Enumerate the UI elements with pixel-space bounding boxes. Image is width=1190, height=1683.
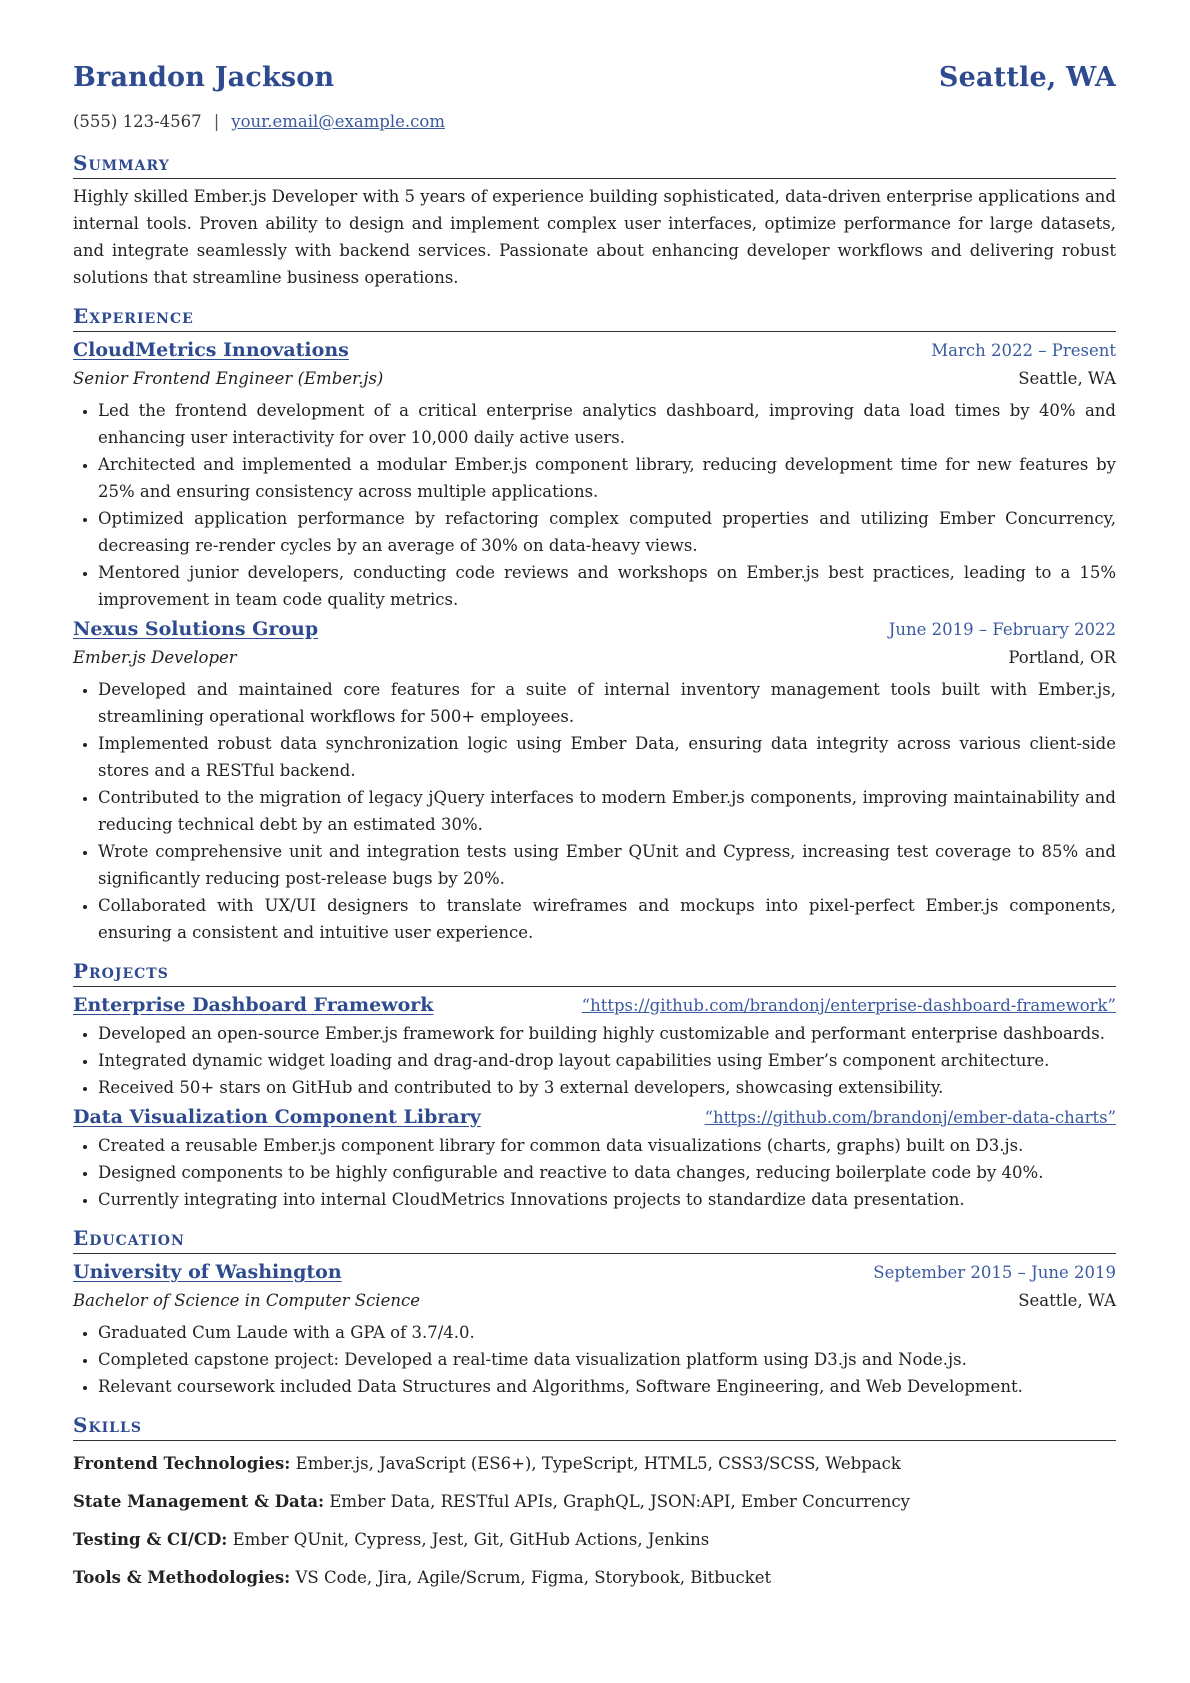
skill-line bbox=[73, 1483, 1116, 1521]
candidate-name: Brandon Jackson bbox=[73, 62, 335, 93]
school-location: Seattle, WA bbox=[1018, 1291, 1116, 1310]
bullet-item: • Integrated dynamic widget loading and drag-and-drop layout capabilities using Ember’s component architecture. bbox=[98, 1047, 1116, 1074]
skill-category: Tools & Methodologies: bbox=[73, 1568, 291, 1587]
entry-header bbox=[73, 1258, 1116, 1287]
bullet-list bbox=[73, 676, 1116, 946]
skill-values: VS Code, Jira, Agile/Scrum, Figma, Storybook, Bitbucket bbox=[295, 1568, 772, 1587]
school-name[interactable]: University of Washington bbox=[73, 1261, 342, 1283]
bullet-list bbox=[73, 397, 1116, 613]
bullet-item: • Relevant coursework included Data Structures and Algorithms, Software Engineering, and Web Development. bbox=[98, 1373, 1116, 1400]
section-title-skills: Skills bbox=[73, 1412, 1116, 1441]
bullet-item: • Currently integrating into internal CloudMetrics Innovations projects to standardize data presentation. bbox=[98, 1186, 1116, 1213]
bullet-item: • Architected and implemented a modular Ember.js component library, reducing development time for new features by 25% and ensuring consistency across multiple applications. bbox=[98, 451, 1116, 505]
skill-line bbox=[73, 1445, 1116, 1483]
degree-name: Bachelor of Science in Computer Science bbox=[73, 1291, 420, 1310]
skill-line bbox=[73, 1521, 1116, 1559]
project-entry bbox=[73, 1103, 1116, 1213]
resume-header bbox=[73, 62, 1116, 106]
entry-header bbox=[73, 336, 1116, 365]
bullet-list bbox=[73, 1319, 1116, 1400]
bullet-item: • Collaborated with UX/UI designers to translate wireframes and mockups into pixel-perfect Ember.js components, ensuring a consistent and intuitive user experience. bbox=[98, 892, 1116, 946]
project-link[interactable]: “https://github.com/brandonj/ember-data-charts” bbox=[704, 1108, 1116, 1127]
entry-dates: March 2022 – Present bbox=[931, 341, 1116, 360]
skill-category: Testing & CI/CD: bbox=[73, 1530, 228, 1549]
entry-subheader bbox=[73, 1287, 1116, 1315]
section-title-experience: Experience bbox=[73, 303, 1116, 332]
bullet-item: • Developed an open-source Ember.js framework for building highly customizable and performant enterprise dashboards. bbox=[98, 1020, 1116, 1047]
bullet-item: • Optimized application performance by refactoring complex computed properties and utilizing Ember Concurrency, decreasing re-render cycles by an average of 30% on data-heavy views. bbox=[98, 505, 1116, 559]
education-entry bbox=[73, 1258, 1116, 1400]
job-location: Seattle, WA bbox=[1018, 369, 1116, 388]
job-title: Ember.js Developer bbox=[73, 648, 237, 667]
summary-text: Highly skilled Ember.js Developer with 5 years of experience building sophisticated, data-driven enterprise applications and internal tools. Proven ability to design and implement complex user interfaces, optimize performance for large datasets, and integrate seamlessly with backend services. Passionate about enhancing developer workflows and delivering robust solutions that streamline business operations. bbox=[73, 187, 1116, 287]
bullet-list bbox=[73, 1132, 1116, 1213]
section-title-projects: Projects bbox=[73, 958, 1116, 987]
email-link[interactable]: your.email@example.com bbox=[231, 112, 445, 131]
bullet-item: • Completed capstone project: Developed a real-time data visualization platform using D3.js and Node.js. bbox=[98, 1346, 1116, 1373]
entry-subheader bbox=[73, 644, 1116, 672]
company-name[interactable]: Nexus Solutions Group bbox=[73, 618, 319, 640]
section-title-education: Education bbox=[73, 1225, 1116, 1254]
skill-values: Ember.js, JavaScript (ES6+), TypeScript, HTML5, CSS3/SCSS, Webpack bbox=[295, 1454, 901, 1473]
entry-dates: June 2019 – February 2022 bbox=[888, 620, 1116, 639]
bullet-item: • Contributed to the migration of legacy jQuery interfaces to modern Ember.js components, improving maintainability and reducing technical debt by an estimated 30%. bbox=[98, 784, 1116, 838]
bullet-item: • Led the frontend development of a critical enterprise analytics dashboard, improving data load times by 40% and enhancing user interactivity for over 10,000 daily active users. bbox=[98, 397, 1116, 451]
entry-dates: September 2015 – June 2019 bbox=[873, 1263, 1116, 1282]
entry-header bbox=[73, 615, 1116, 644]
bullet-item: • Graduated Cum Laude with a GPA of 3.7/4.0. bbox=[98, 1319, 1116, 1346]
entry-subheader bbox=[73, 365, 1116, 393]
experience-entry bbox=[73, 336, 1116, 613]
contact-line bbox=[73, 112, 1116, 138]
entry-header bbox=[73, 1103, 1116, 1132]
skill-values: Ember QUnit, Cypress, Jest, Git, GitHub Actions, Jenkins bbox=[232, 1530, 710, 1549]
skill-category: Frontend Technologies: bbox=[73, 1454, 291, 1473]
skill-line bbox=[73, 1559, 1116, 1597]
entry-header bbox=[73, 991, 1116, 1020]
bullet-item: • Designed components to be highly configurable and reactive to data changes, reducing boilerplate code by 40%. bbox=[98, 1159, 1116, 1186]
skill-values: Ember Data, RESTful APIs, GraphQL, JSON:API, Ember Concurrency bbox=[329, 1492, 910, 1511]
job-location: Portland, OR bbox=[1008, 648, 1116, 667]
candidate-city: Seattle, WA bbox=[938, 62, 1116, 93]
project-link[interactable]: “https://github.com/brandonj/enterprise-dashboard-framework” bbox=[581, 996, 1116, 1015]
job-title: Senior Frontend Engineer (Ember.js) bbox=[73, 369, 384, 388]
bullet-item: • Created a reusable Ember.js component library for common data visualizations (charts, graphs) built on D3.js. bbox=[98, 1132, 1116, 1159]
project-title[interactable]: Enterprise Dashboard Framework bbox=[73, 994, 434, 1016]
bullet-item: • Developed and maintained core features for a suite of internal inventory management tools built with Ember.js, streamlining operational workflows for 500+ employees. bbox=[98, 676, 1116, 730]
bullet-item: • Mentored junior developers, conducting code reviews and workshops on Ember.js best practices, leading to a 15% improvement in team code quality metrics. bbox=[98, 559, 1116, 613]
phone-number: (555) 123-4567 bbox=[73, 112, 202, 131]
bullet-item: • Wrote comprehensive unit and integration tests using Ember QUnit and Cypress, increasing test coverage to 85% and significantly reducing post-release bugs by 20%. bbox=[98, 838, 1116, 892]
contact-separator: | bbox=[213, 112, 220, 131]
bullet-list bbox=[73, 1020, 1116, 1101]
project-title[interactable]: Data Visualization Component Library bbox=[73, 1106, 481, 1128]
skills-list bbox=[73, 1445, 1116, 1597]
bullet-item: • Received 50+ stars on GitHub and contributed to by 3 external developers, showcasing extensibility. bbox=[98, 1074, 1116, 1101]
section-title-summary: Summary bbox=[73, 150, 1116, 179]
skill-category: State Management & Data: bbox=[73, 1492, 325, 1511]
experience-entry bbox=[73, 615, 1116, 946]
company-name[interactable]: CloudMetrics Innovations bbox=[73, 339, 349, 361]
project-entry bbox=[73, 991, 1116, 1101]
bullet-item: • Implemented robust data synchronization logic using Ember Data, ensuring data integrity across various client-side stores and a RESTful backend. bbox=[98, 730, 1116, 784]
